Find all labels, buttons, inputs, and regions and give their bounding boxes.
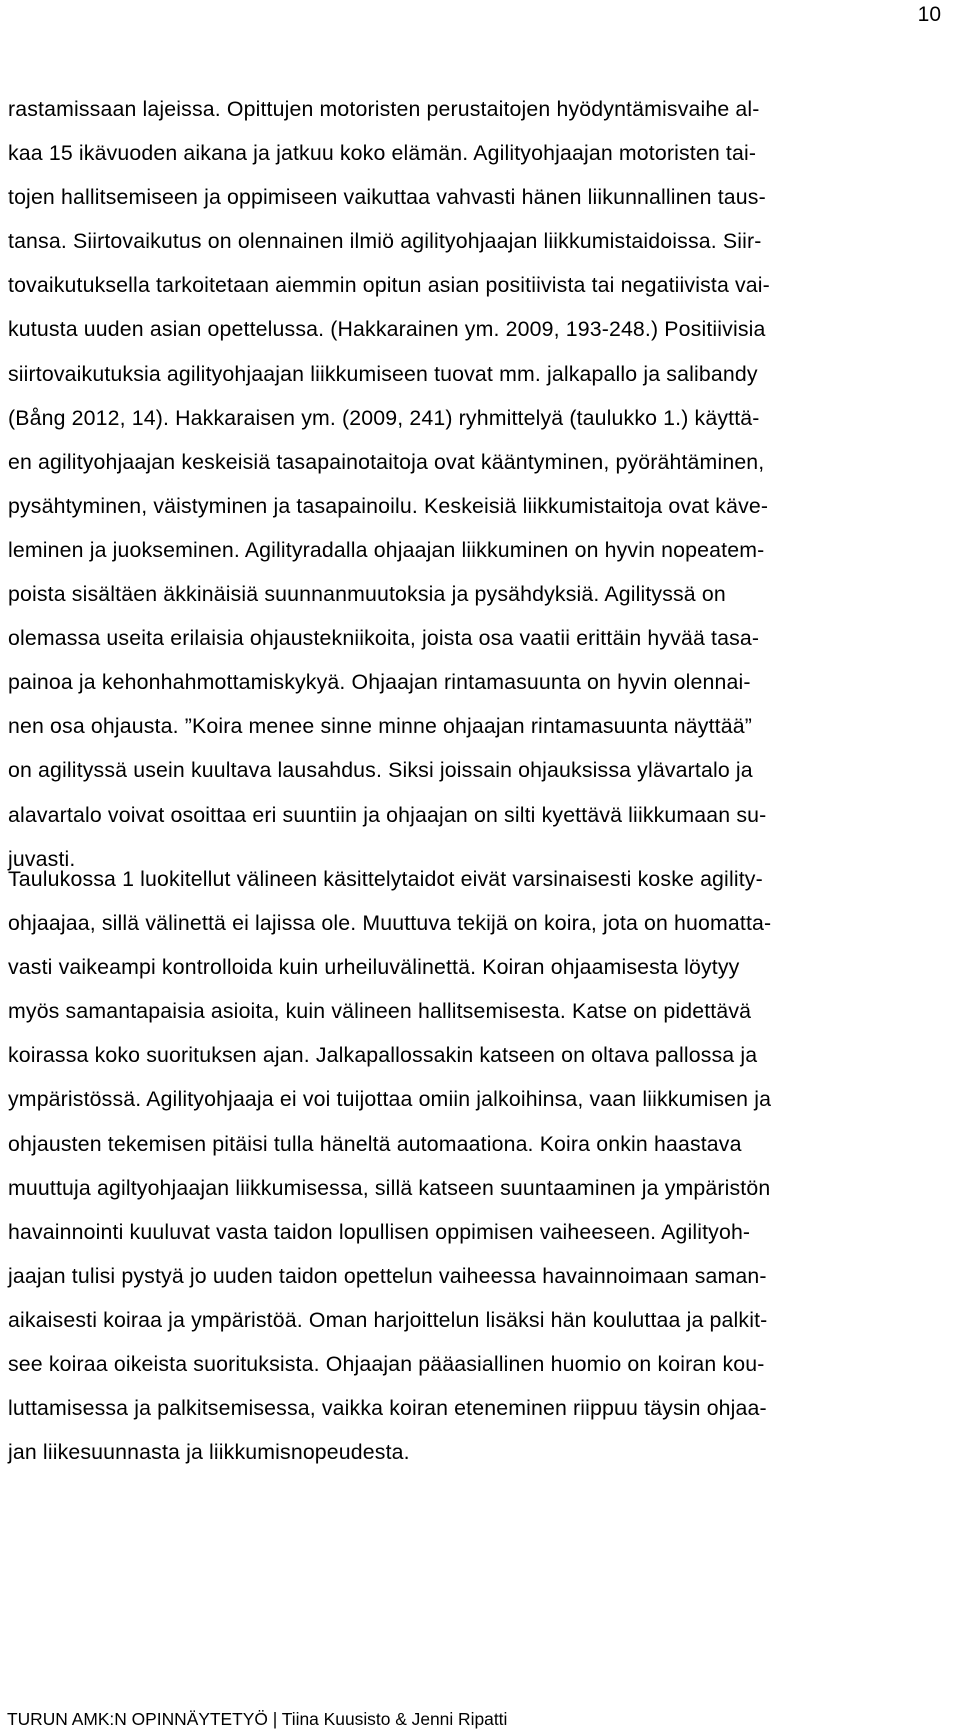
- text-line: ympäristössä. Agilityohjaaja ei voi tuijottaa omiin jalkoihinsa, vaan liikkumisen ja: [8, 1087, 772, 1112]
- text-line: en agilityohjaajan keskeisiä tasapainotaitoja ovat kääntyminen, pyörähtäminen,: [8, 449, 765, 474]
- text-line: leminen ja juokseminen. Agilityradalla ohjaajan liikkuminen on hyvin nopeatem-: [8, 537, 765, 562]
- footer-authors: Tiina Kuusisto & Jenni Ripatti: [281, 1709, 508, 1729]
- text-line: painoa ja kehonhahmottamiskykyä. Ohjaajan rintamasuunta on hyvin olennai-: [8, 670, 751, 695]
- text-line: juvasti.: [8, 846, 76, 871]
- text-line: kaa 15 ikävuoden aikana ja jatkuu koko elämän. Agilityohjaajan motoristen tai-: [8, 141, 757, 166]
- text-line: siirtovaikutuksia agilityohjaajan liikkumiseen tuovat mm. jalkapallo ja salibandy: [8, 361, 758, 386]
- page-footer: [7, 1708, 507, 1730]
- footer-separator: |: [272, 1709, 278, 1729]
- footer-institution: TURUN AMK:N OPINNÄYTETYÖ: [7, 1709, 268, 1729]
- text-line: tovaikutuksella tarkoitetaan aiemmin opitun asian positiivista tai negatiivista vai-: [8, 273, 770, 298]
- text-line: on agilityssä usein kuultava lausahdus. Siksi joissain ohjauksissa ylävartalo ja: [8, 758, 753, 783]
- text-line: aikaisesti koiraa ja ympäristöä. Oman harjoittelun lisäksi hän kouluttaa ja palkit-: [8, 1307, 768, 1332]
- text-line: Taulukossa 1 luokitellut välineen käsittelytaidot eivät varsinaisesti koske agility-: [8, 867, 763, 891]
- text-line: vasti vaikeampi kontrolloida kuin urheiluvälinettä. Koiran ohjaamisesta löytyy: [8, 955, 740, 980]
- text-line: pysähtyminen, väistyminen ja tasapainoilu. Keskeisiä liikkumistaitoja ovat käve-: [8, 493, 769, 518]
- text-line: olemassa useita erilaisia ohjaustekniikoita, joista osa vaatii erittäin hyvää tasa-: [8, 626, 760, 651]
- text-line: rastamissaan lajeissa. Opittujen motoristen perustaitojen hyödyntämisvaihe al-: [8, 97, 760, 121]
- text-line: kutusta uuden asian opettelussa. (Hakkarainen ym. 2009, 193-248.) Positiivisia: [8, 317, 766, 342]
- text-line: muuttuja agiltyohjaajan liikkumisessa, sillä katseen suuntaaminen ja ympäristön: [8, 1175, 771, 1200]
- text-line: see koiraa oikeista suorituksista. Ohjaajan pääasiallinen huomio on koiran kou-: [8, 1352, 765, 1377]
- text-line: poista sisältäen äkkinäisiä suunnanmuutoksia ja pysähdyksiä. Agilityssä on: [8, 582, 726, 607]
- text-line: ohjausten tekemisen pitäisi tulla häneltä automaationa. Koira onkin haastava: [8, 1131, 742, 1156]
- text-line: jaajan tulisi pystyä jo uuden taidon opettelun vaiheessa havainnoimaan saman-: [8, 1263, 767, 1288]
- text-line: tansa. Siirtovaikutus on olennainen ilmiö agilityohjaajan liikkumistaidoissa. Siir-: [8, 229, 762, 254]
- text-line: koirassa koko suorituksen ajan. Jalkapallossakin katseen on oltava pallossa ja: [8, 1043, 758, 1068]
- text-line: alavartalo voivat osoittaa eri suuntiin ja ohjaajan on silti kyettävä liikkumaan su-: [8, 802, 767, 827]
- text-line: myös samantapaisia asioita, kuin välineen hallitsemisesta. Katse on pidettävä: [8, 999, 752, 1024]
- text-line: jan liikesuunnasta ja liikkumisnopeudesta.: [8, 1440, 410, 1465]
- paragraph: [8, 857, 872, 1474]
- text-line: (Bång 2012, 14). Hakkaraisen ym. (2009, 241) ryhmittelyä (taulukko 1.) käyttä-: [8, 405, 760, 430]
- text-line: tojen hallitsemiseen ja oppimiseen vaikuttaa vahvasti hänen liikunnallinen taus-: [8, 185, 766, 210]
- paragraph: [8, 87, 872, 881]
- text-line: luttamisessa ja palkitsemisessa, vaikka koiran eteneminen riippuu täysin ohjaa-: [8, 1396, 767, 1421]
- page-number: 10: [917, 3, 941, 26]
- text-line: havainnointi kuuluvat vasta taidon lopullisen oppimisen vaiheeseen. Agilityoh-: [8, 1219, 751, 1244]
- text-line: ohjaajaa, sillä välinettä ei lajissa ole. Muuttuva tekijä on koira, jota on huomatta-: [8, 911, 772, 936]
- text-line: nen osa ohjausta. ”Koira menee sinne minne ohjaajan rintamasuunta näyttää”: [8, 714, 752, 739]
